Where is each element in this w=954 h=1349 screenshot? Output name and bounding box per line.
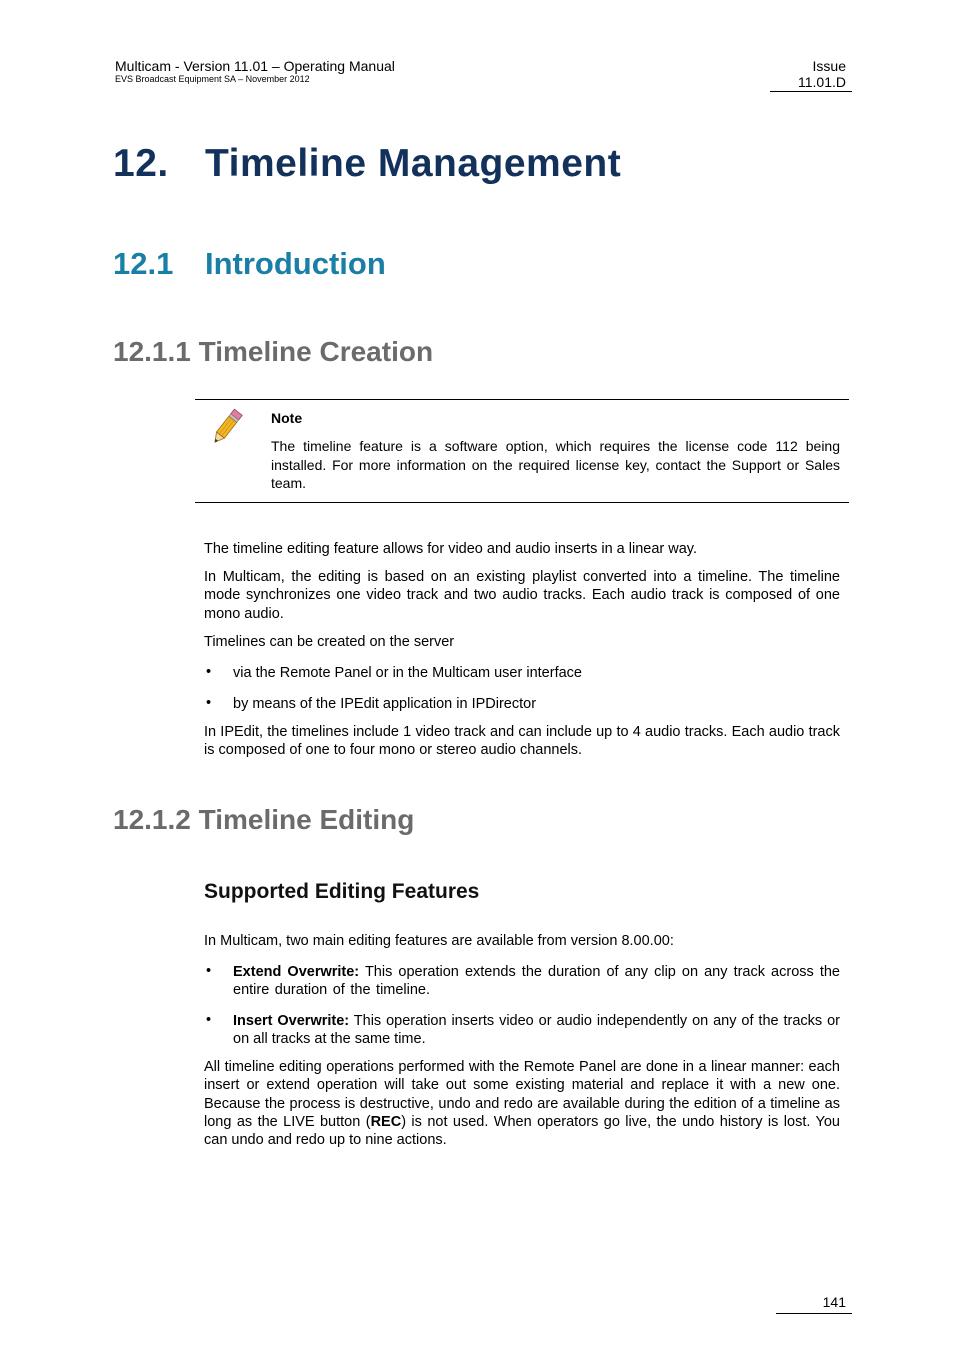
note-title: Note xyxy=(271,410,303,426)
bullet-marker: • xyxy=(206,963,212,979)
creation-paragraph-1: The timeline editing feature allows for video and audio inserts in a linear way. xyxy=(204,541,697,557)
section-heading xyxy=(113,246,386,282)
section-number: 12.1 xyxy=(113,246,174,281)
header-divider xyxy=(770,91,852,92)
header-issue-label: Issue xyxy=(812,58,846,74)
section-title: Introduction xyxy=(205,246,386,281)
creation-bullet-1: via the Remote Panel or in the Multicam user interface xyxy=(233,665,582,681)
header-subtitle: EVS Broadcast Equipment SA – November 2012 xyxy=(115,74,310,84)
editing-bullet-extend xyxy=(233,963,840,1000)
rec-label: REC xyxy=(370,1113,402,1130)
chapter-heading xyxy=(113,142,621,186)
bullet-marker: • xyxy=(206,695,212,711)
page-number: 141 xyxy=(822,1294,846,1310)
creation-paragraph-4: In IPEdit, the timelines include 1 video track and can include up to 4 audio tracks. Each audio track is composed of one to four mono or stereo audio channels. xyxy=(204,724,840,759)
editing-paragraph-2-part-2: ) is not used. When operators go live, the undo history is lost. You can undo and redo up to nine actions. xyxy=(204,1113,840,1149)
supported-features-heading: Supported Editing Features xyxy=(204,880,480,903)
header-issue-number: 11.01.D xyxy=(798,74,846,90)
bullet-marker: • xyxy=(206,1012,212,1028)
footer-divider xyxy=(776,1313,852,1314)
chapter-title: Timeline Management xyxy=(205,142,622,185)
header-title: Multicam - Version 11.01 – Operating Manual xyxy=(115,58,395,74)
extend-overwrite-term: Extend Overwrite: xyxy=(233,964,360,980)
creation-bullet-2: by means of the IPEdit application in IPDirector xyxy=(233,696,537,712)
extend-overwrite-text: This operation extends the duration of any clip on any track across the entire duration of the timeline. xyxy=(233,964,840,999)
bullet-marker: • xyxy=(206,664,212,680)
chapter-number: 12. xyxy=(113,142,169,185)
pencil-icon xyxy=(204,406,248,450)
insert-overwrite-text: This operation inserts video or audio independently on any of the tracks or on all tracks at the same time. xyxy=(233,1013,840,1048)
insert-overwrite-term: Insert Overwrite: xyxy=(233,1013,350,1029)
creation-paragraph-2: In Multicam, the editing is based on an existing playlist converted into a timeline. The timeline mode synchronizes one video track and two audio tracks. Each audio track is composed of one mono audio. xyxy=(204,569,840,622)
editing-paragraph-1: In Multicam, two main editing features are available from version 8.00.00: xyxy=(204,933,674,949)
subsection-heading-editing: 12.1.2 Timeline Editing xyxy=(113,804,415,835)
editing-paragraph-2 xyxy=(204,1058,840,1149)
editing-paragraph-2-part-1: All timeline editing operations performed with the Remote Panel are done in a linear manner: each insert or extend operation will take out some existing material and replace it with a new one. Because the process is destructive, undo and redo are available during the edition of a timeline as long as the LIVE button ( xyxy=(204,1059,840,1130)
creation-paragraph-3: Timelines can be created on the server xyxy=(204,634,455,650)
note-text: The timeline feature is a software option, which requires the license code 112 being installed. For more information on the required license key, contact the Support or Sales team. xyxy=(271,438,840,491)
subsection-heading-creation: 12.1.1 Timeline Creation xyxy=(113,336,434,367)
editing-bullet-insert xyxy=(233,1012,840,1049)
